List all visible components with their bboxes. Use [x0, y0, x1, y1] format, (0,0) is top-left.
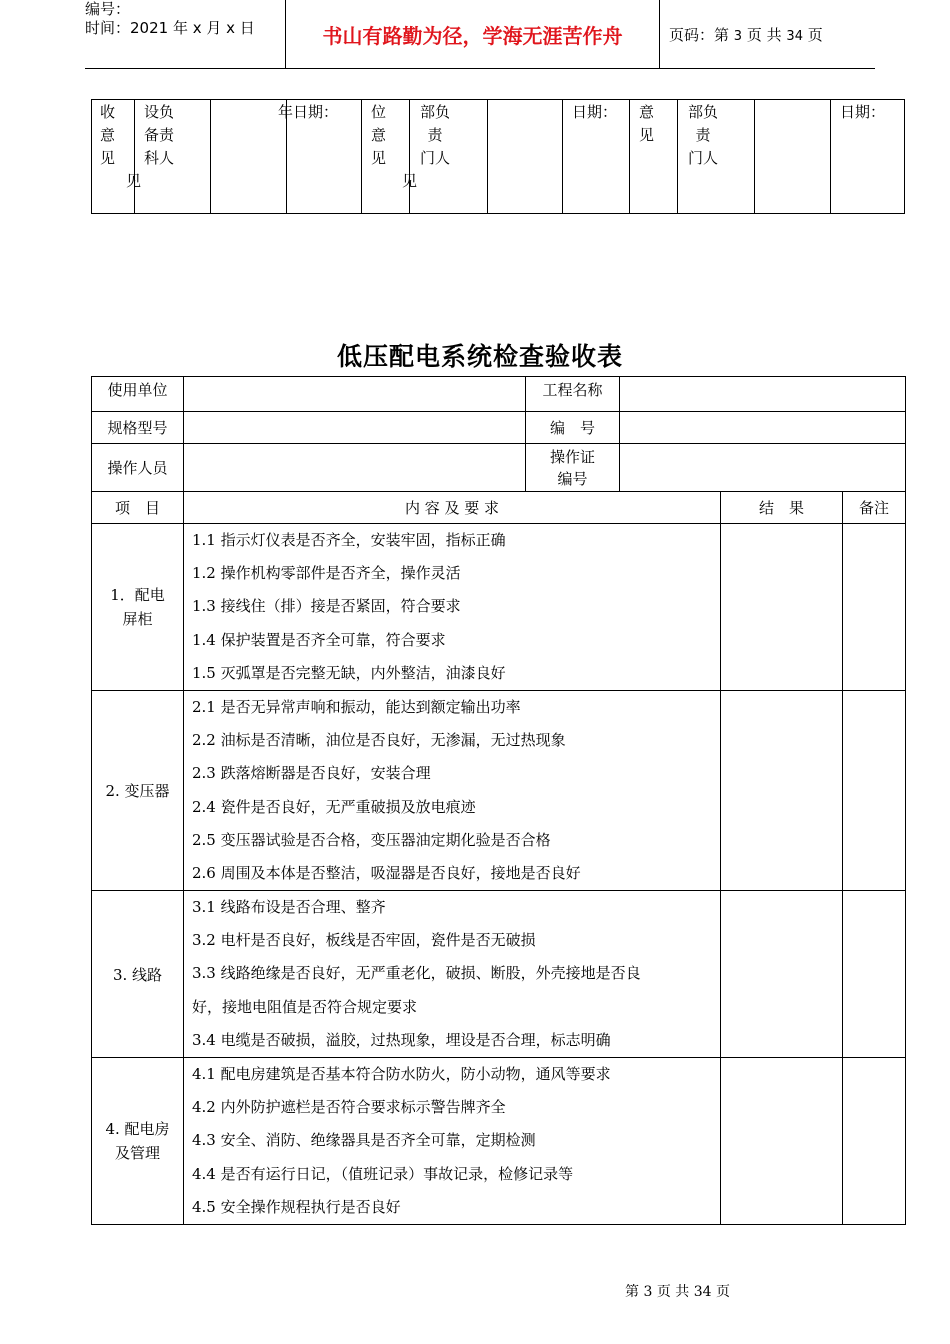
form-row: [92, 377, 906, 412]
table-rule: [487, 100, 488, 213]
section-name: 4. 配电房 及管理: [92, 1058, 184, 1225]
remark-cell[interactable]: [843, 891, 906, 1058]
section-row-2: [92, 690, 906, 890]
form-row: [92, 412, 906, 444]
list-item: 2.1 是否无异常声响和振动，能达到额定输出功率: [192, 697, 521, 716]
header-page-number: 3: [733, 29, 743, 44]
sig-date-1: 年日期：: [278, 103, 339, 121]
list-item: 2.5 变压器试验是否合格，变压器油定期化验是否合格: [192, 830, 551, 849]
col-item: 项 目: [92, 492, 184, 524]
table-rule: [830, 100, 831, 213]
list-item: 1.4 保护装置是否齐全可靠，符合要求: [192, 630, 446, 649]
inspection-table: [91, 376, 906, 1225]
number-label: 编 号: [526, 412, 620, 444]
result-cell[interactable]: [721, 690, 843, 890]
signature-table: [91, 99, 905, 214]
list-item: 3.1 线路布设是否合理、整齐: [192, 898, 386, 917]
sig-equipment-head: 设负 备责 科人: [144, 103, 175, 167]
list-item: 1.5 灭弧罩是否完整无缺，内外整洁，油漆良好: [192, 663, 506, 682]
model-label: 规格型号: [92, 412, 184, 444]
unit-label: 使用单位: [92, 377, 184, 412]
section-name: 2. 变压器: [92, 690, 184, 890]
operator-field[interactable]: [184, 444, 526, 492]
section-items: [184, 1058, 721, 1225]
model-field[interactable]: [184, 412, 526, 444]
table-rule: [361, 100, 362, 213]
sig-receive-opinion: 收 意 见: [100, 103, 116, 167]
sig-dept-head-2: 部负 责 门人: [688, 103, 719, 167]
col-result: 结 果: [721, 492, 843, 524]
list-item: 3.4 电缆是否破损，溢胶，过热现象，埋设是否合理，标志明确: [192, 1030, 611, 1049]
list-item: 4.1 配电房建筑是否基本符合防水防火，防小动物，通风等要求: [192, 1065, 611, 1084]
result-cell[interactable]: [721, 524, 843, 691]
list-item: 3.3 线路绝缘是否良好，无严重老化，破损、断股，外壳接地是否良: [192, 964, 641, 983]
table-rule: [629, 100, 630, 213]
header-page-total: 34: [786, 29, 803, 44]
cert-label: 操作证 编号: [526, 444, 620, 492]
page-header: [85, 0, 875, 69]
table-rule: [210, 100, 211, 213]
list-item: 1.2 操作机构零部件是否齐全，操作灵活: [192, 564, 461, 583]
page-footer: 第 3 页 共 34 页: [625, 1284, 731, 1300]
list-item: 2.4 瓷件是否良好，无严重破损及放电痕迹: [192, 797, 476, 816]
table-rule: [754, 100, 755, 213]
result-cell[interactable]: [721, 1058, 843, 1225]
table-rule: [677, 100, 678, 213]
sig-opinion-tail: 见: [402, 172, 418, 190]
project-field[interactable]: [620, 377, 906, 412]
table-rule: [562, 100, 563, 213]
list-item: 3.2 电杆是否良好，板线是否牢固，瓷件是否无破损: [192, 931, 536, 950]
footer-page-total: 34: [693, 1284, 712, 1300]
sig-date-3: 日期：: [840, 103, 886, 121]
table-rule: [134, 100, 135, 213]
cert-field[interactable]: [620, 444, 906, 492]
sig-date-2: 日期：: [572, 103, 618, 121]
sig-dept-head: 部负 责 门人: [420, 103, 451, 167]
section-row-1: [92, 524, 906, 691]
number-field[interactable]: [620, 412, 906, 444]
remark-cell[interactable]: [843, 1058, 906, 1225]
section-row-4: [92, 1058, 906, 1225]
form-title: 低压配电系统检查验收表: [336, 342, 623, 371]
list-item: 1.3 接线住（排）接是否紧固，符合要求: [192, 597, 461, 616]
sig-opinion-tail: 见: [126, 172, 142, 190]
list-item: 4.3 安全、消防、绝缘器具是否齐全可靠，定期检测: [192, 1131, 536, 1150]
list-item: 2.6 周围及本体是否整洁，吸湿器是否良好，接地是否良好: [192, 863, 581, 882]
list-item: 4.4 是否有运行日记，（值班记录）事故记录，检修记录等: [192, 1164, 574, 1183]
document-time-label: 时间：2021 年 x 月 x 日: [85, 19, 255, 37]
section-items: [184, 690, 721, 890]
list-item: 4.5 安全操作规程执行是否良好: [192, 1197, 401, 1216]
list-item: 1.1 指示灯仪表是否齐全，安装牢固，指标正确: [192, 531, 506, 549]
section-items: [184, 891, 721, 1058]
header-divider: [659, 0, 660, 68]
table-rule: [409, 100, 410, 213]
section-row-3: [92, 891, 906, 1058]
section-name: 3. 线路: [92, 891, 184, 1058]
col-content: 内 容 及 要 求: [184, 492, 721, 524]
header-meta: [85, 0, 285, 68]
sig-unit-opinion: 位 意 见: [371, 103, 387, 167]
project-label: 工程名称: [526, 377, 620, 412]
list-item: 好，接地电阻值是否符合规定要求: [192, 997, 418, 1016]
column-header-row: [92, 492, 906, 524]
operator-label: 操作人员: [92, 444, 184, 492]
col-remark: 备注: [843, 492, 906, 524]
section-items: [184, 524, 721, 691]
unit-field[interactable]: [184, 377, 526, 412]
result-cell[interactable]: [721, 891, 843, 1058]
list-item: 2.2 油标是否清晰，油位是否良好，无渗漏，无过热现象: [192, 731, 566, 750]
document-number-label: 编号：: [85, 0, 131, 18]
sig-opinion: 意 见: [639, 103, 655, 144]
remark-cell[interactable]: [843, 524, 906, 691]
list-item: 4.2 内外防护遮栏是否符合要求标示警告牌齐全: [192, 1098, 506, 1117]
form-row: [92, 444, 906, 492]
remark-cell[interactable]: [843, 690, 906, 890]
footer-page-number: 3: [643, 1284, 653, 1300]
header-motto: 书山有路勤为径，学海无涯苦作舟: [322, 23, 623, 48]
section-name: 1．配电 屏柜: [92, 524, 184, 691]
list-item: 2.3 跌落熔断器是否良好，安装合理: [192, 764, 431, 783]
header-page-indicator: 页码：第 3 页 共 34 页: [669, 26, 823, 44]
